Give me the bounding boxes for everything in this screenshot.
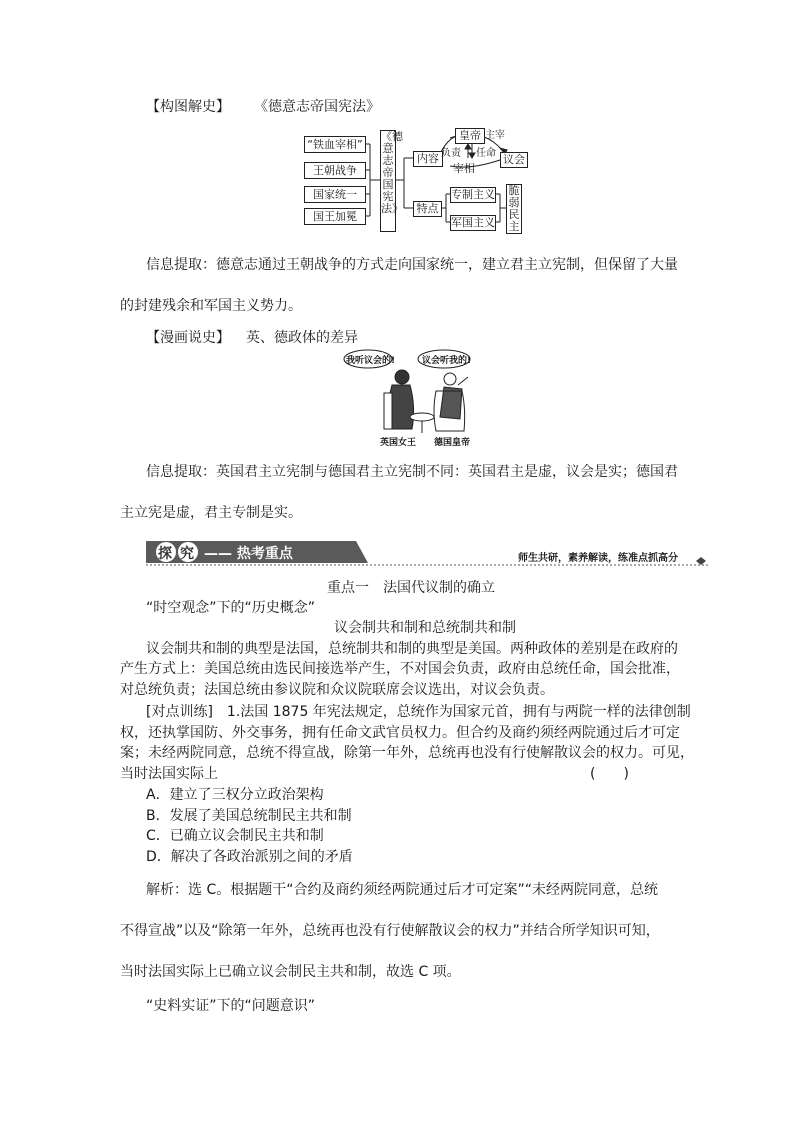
section-title-cartoon: 英、德政体的差异 — [246, 330, 358, 346]
chancellor-label: 宰相 — [453, 162, 475, 175]
info-extract-2-line1: 信息提取：英国君主立宪制与德国君主立宪制不同：英国君主是虚，议会是实；德国君 — [146, 464, 678, 480]
bubble-left-text: 我听议会的! — [346, 356, 396, 366]
concept-paragraph-line3: 对总统负责；法国总统由参议院和众议院联席会议选出，对议会负责。 — [120, 682, 554, 698]
content-box: 内容 — [413, 151, 443, 167]
info-extract-2-line2: 主立宪是虚，君主专制是实。 — [120, 505, 302, 521]
option-d[interactable]: D．解决了各政治派别之间的矛盾 — [146, 849, 353, 865]
option-b[interactable]: B．发展了美国总统制民主共和制 — [146, 808, 352, 824]
question-line1: [对点训练] 1.法国 1875 年宪法规定，总统作为国家元首，拥有与两院一样的法律创制 — [146, 704, 691, 720]
parliament-box: 议会 — [500, 152, 528, 168]
dominate-label: 主宰 — [485, 130, 505, 141]
caption-queen: 英国女王 — [380, 438, 417, 448]
section-label-diagram: 【构图解史】 — [146, 99, 230, 115]
analysis-line3: 当时法国实际上已确立议会制民主共和制，故选 C 项。 — [120, 964, 461, 980]
banner-tagline: 师生共研，素养解读，练准点抓高分 — [518, 553, 678, 564]
analysis-line2: 不得宣战”以及“除第一年外，总统再也没有行使解散议会的权力”并结合所学知识可知， — [120, 923, 660, 939]
section-banner — [146, 541, 708, 567]
cartoon-image — [340, 347, 490, 449]
weak-democracy-box: 脆弱民主 — [506, 184, 522, 234]
cause-box-unification: 国家统一 — [304, 186, 366, 203]
cause-box-dynastic-war: 王朝战争 — [304, 162, 366, 179]
analysis-line1: 解析：选 C。根据题干“合约及商约须经两院通过后才可定案”“未经两院同意，总统 — [146, 882, 658, 898]
banner-char-1: 探 — [158, 546, 172, 562]
section-title-constitution: 《德意志帝国宪法》 — [254, 99, 380, 115]
option-c[interactable]: C．已确立议会制民主共和制 — [146, 828, 324, 844]
bubble-right-text: 议会听我的! — [422, 356, 472, 366]
banner-title: —— 热考重点 — [204, 546, 293, 562]
concept-paragraph-line1: 议会制共和制的典型是法国，总统制共和制的典型是美国。两种政体的差别是在政府的 — [146, 641, 678, 657]
section-label-cartoon: 【漫画说史】 — [146, 330, 230, 346]
caption-emperor: 德国皇帝 — [434, 438, 471, 448]
cause-box-iron-chancellor: “铁血宰相” — [304, 136, 366, 153]
constitution-diagram — [300, 126, 532, 236]
emperor-box: 皇帝 — [455, 128, 485, 144]
autocracy-box: 专制主义 — [451, 188, 495, 201]
appoint-label: 任命 — [476, 148, 496, 159]
militarism-box: 军国主义 — [451, 216, 495, 229]
focus-heading: 重点一 法国代议制的确立 — [327, 580, 495, 596]
info-extract-1-line1: 信息提取：德意志通过王朝战争的方式走向国家统一，建立君主立宪制，但保留了大量 — [146, 257, 678, 273]
concept-paragraph-line2: 产生方式上：美国总统由选民间接选举产生，不对国会负责，政府由总统任命，国会批准， — [120, 661, 680, 677]
banner-char-2: 究 — [180, 546, 194, 562]
answer-bracket: ( ) — [590, 766, 629, 782]
next-concept-heading: “史料实证”下的“问题意识” — [146, 998, 316, 1014]
cause-box-coronation: 国王加冕 — [304, 208, 366, 225]
option-a[interactable]: A．建立了三权分立政治架构 — [146, 787, 324, 803]
question-line3: 案；未经两院同意，总统不得宣战，除第一年外，总统再也没有行使解散议会的权力。可见， — [120, 745, 694, 761]
responsible-label: 负责 — [441, 148, 461, 159]
concept-subheading: 议会制共和制和总统制共和制 — [334, 620, 516, 636]
concept-heading: “时空观念”下的“历史概念” — [146, 600, 316, 616]
question-line2: 权，还执掌国防、外交事务，拥有任命文武官员权力。但合约及商约须经两院通过后才可定 — [120, 725, 680, 741]
features-box: 特点 — [413, 201, 442, 217]
question-line4: 当时法国实际上 — [120, 766, 218, 782]
constitution-vertical-box: 《德意志帝国宪法》 — [380, 130, 396, 232]
info-extract-1-line2: 的封建残余和军国主义势力。 — [120, 298, 302, 314]
